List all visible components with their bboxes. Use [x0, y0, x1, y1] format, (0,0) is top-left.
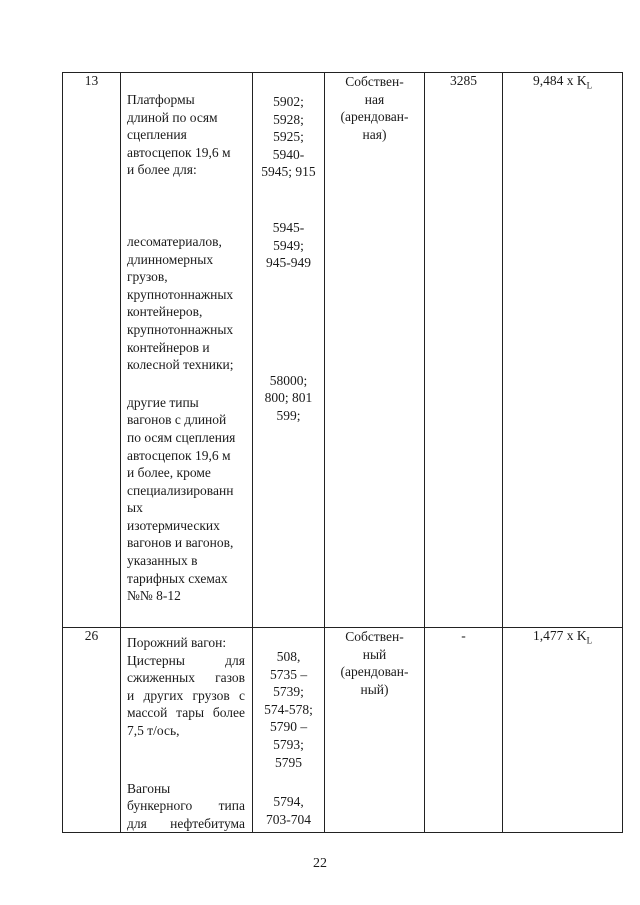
desc-line: сцепления [127, 127, 187, 143]
desc-line: и более для: [127, 162, 197, 178]
code-line: 5795 [275, 754, 302, 770]
code-line: 5793; [273, 736, 304, 752]
code-line: 5902; [273, 94, 304, 109]
ownership-cell [325, 628, 425, 833]
ownership-line: Собствен- [345, 74, 404, 89]
tariff-value: 3285 [450, 73, 477, 88]
ownership-line: ная [364, 91, 385, 107]
code-line: 5739; [273, 684, 304, 700]
desc-line: контейнеров, [127, 304, 203, 320]
desc-line: Вагоны [127, 780, 171, 796]
code-line: 800; 801 [264, 390, 313, 406]
row-number: 26 [84, 628, 99, 643]
tariff-cell [425, 628, 503, 833]
row-number: 13 [84, 73, 99, 88]
desc-line: крупнотоннажных [127, 321, 234, 337]
codes-cell [253, 628, 325, 833]
description-cell [121, 628, 253, 833]
desc-line: длиной по осям [127, 109, 218, 125]
desc-line: бункерного типа [127, 798, 245, 814]
code-line: 599; [276, 407, 301, 423]
code-line: 5925; [273, 129, 304, 145]
code-line: 508, [276, 649, 301, 664]
description-cell [121, 73, 253, 628]
tariff-cell [425, 73, 503, 628]
desc-line: и более, кроме [127, 465, 211, 481]
code-line: 5735 – [269, 666, 308, 682]
ownership-line: ная) [362, 126, 387, 142]
code-line: 5794, [273, 794, 304, 810]
desc-line: 7,5 т/ось, [127, 722, 180, 738]
code-line: 5945- [272, 219, 305, 235]
table-row [63, 73, 623, 628]
desc-line: ых [127, 500, 143, 516]
code-line: 5940- [272, 146, 305, 162]
ownership-cell [325, 73, 425, 628]
desc-line: лесоматериалов, [127, 233, 222, 249]
desc-line: №№ 8-12 [127, 588, 181, 604]
code-line: 574-578; [264, 701, 313, 717]
desc-line: тарифных схемах [127, 570, 228, 586]
desc-line: длинномерных [127, 251, 214, 267]
codes-cell [253, 73, 325, 628]
code-line: 703-704 [266, 811, 311, 827]
desc-line: колесной техники; [127, 357, 234, 373]
row-number-cell [63, 73, 121, 628]
code-line: 5945; 915 [261, 164, 316, 180]
ownership-line: ный) [360, 681, 389, 697]
code-line: 5928; [273, 111, 304, 127]
ownership-line: Собствен- [345, 629, 404, 644]
desc-line: вагонов и вагонов, [127, 535, 234, 551]
coefficient-cell [503, 73, 623, 628]
desc-line: Порожний вагон: [127, 635, 227, 650]
desc-line: сжиженных газов [127, 670, 245, 686]
ownership-line: (арендован- [340, 664, 409, 680]
code-line: 5790 – [269, 719, 308, 735]
desc-line: автосцепок 19,6 м [127, 144, 231, 160]
tariff-value: - [461, 628, 466, 643]
desc-line: и других грузов с [127, 687, 245, 703]
desc-line: специализированн [127, 482, 234, 498]
desc-line: вагонов с длиной [127, 412, 227, 428]
ownership-line: ный [362, 646, 387, 662]
desc-line: изотермических [127, 517, 220, 533]
desc-line: Цистерны для [127, 652, 245, 668]
row-number-cell [63, 628, 121, 833]
coefficient-value: 1,477 x $K_L$ [532, 628, 593, 646]
coefficient-value: 9,484 x $K_L$ [532, 73, 593, 91]
desc-line: крупнотоннажных [127, 286, 234, 302]
desc-line: другие типы [127, 394, 199, 410]
desc-line: для нефтебитума [127, 815, 245, 831]
code-line: 5949; [273, 237, 304, 253]
desc-line: автосцепок 19,6 м [127, 447, 231, 463]
table-row [63, 628, 623, 833]
coefficient-cell [503, 628, 623, 833]
desc-line: контейнеров и [127, 339, 210, 355]
desc-line: массой тары более [127, 705, 245, 721]
page-number: 22 [313, 856, 327, 871]
desc-line: по осям сцепления [127, 429, 236, 445]
desc-line: Платформы [127, 92, 195, 107]
ownership-line: (арендован- [340, 109, 409, 125]
tariff-table [62, 72, 623, 833]
desc-line: грузов, [127, 269, 168, 285]
desc-line: указанных в [127, 553, 198, 569]
code-line: 945-949 [266, 255, 311, 271]
code-line: 58000; [269, 372, 308, 388]
